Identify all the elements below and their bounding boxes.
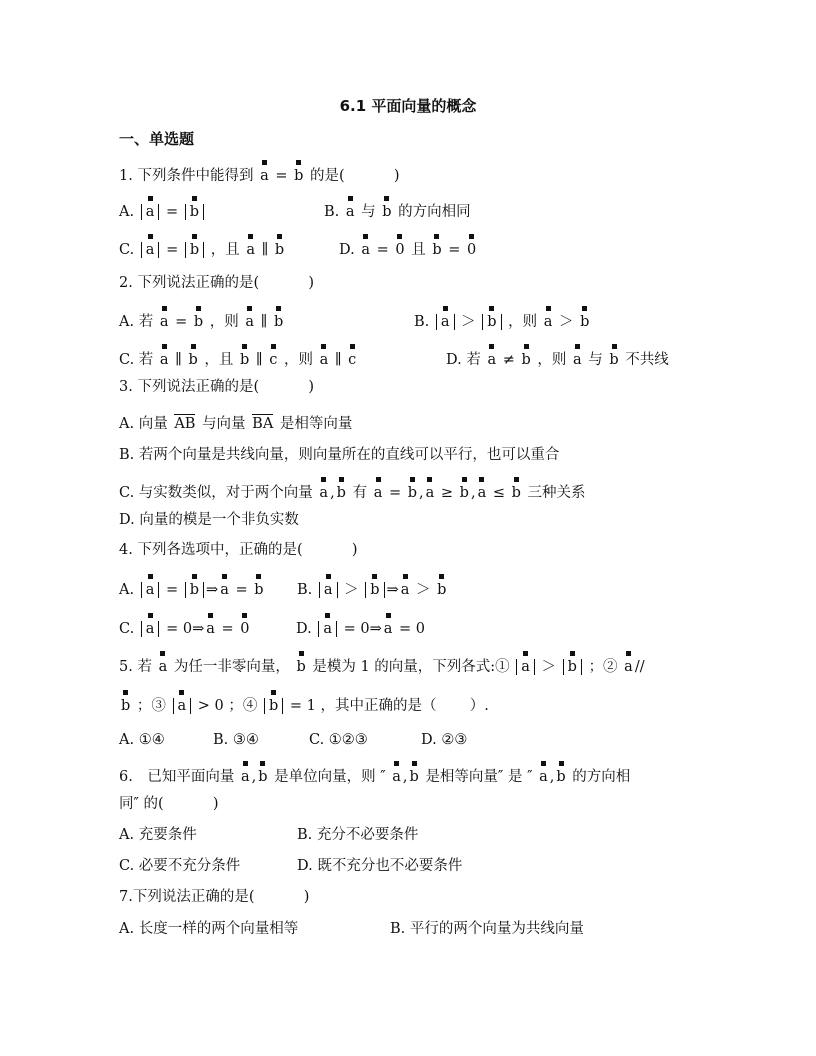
option-label-a: A. 若 (119, 314, 154, 330)
vector-b: b (121, 692, 130, 717)
conj-text: 与 (361, 204, 376, 220)
q6-stem: 是单位向量，则 ″ (274, 769, 386, 785)
close-paren: ) (351, 542, 358, 558)
implies-sign: ⇒ (386, 582, 399, 598)
vector-b: b (521, 346, 530, 371)
abs-vector-b: b (185, 204, 204, 220)
option-label-c: C. 若 (119, 352, 154, 368)
question-6-stem-line-1: 6. 已知平面向量 a , b 是单位向量，则 ″ a , b 是相等向量″ 是 ″ a , b 的方向相 (119, 763, 630, 785)
q6-stem: 是相等向量″ 是 ″ (425, 769, 533, 785)
zero-number: 0 (360, 621, 370, 637)
equals-sign: = (175, 314, 188, 330)
q5-stem: 是模为 1 的向量，下列各式:① (312, 659, 510, 675)
option-text: 三种关系 (527, 485, 586, 501)
vector-a: a (260, 162, 269, 187)
q5-stem: = 1 ，其中正确的是（ (289, 698, 437, 714)
option-a: A. 长度一样的两个向量相等 (119, 921, 299, 937)
close-paren: ) (308, 275, 314, 291)
abs-vector-a: a (141, 582, 160, 598)
vector-c: c (269, 346, 277, 371)
vector-a: a (160, 308, 169, 333)
greater-sign: ＞ (461, 314, 476, 330)
option-label-b: B. (324, 204, 340, 220)
equals-sign: = (343, 621, 356, 637)
question-4-row-2 (119, 615, 426, 637)
vector-b: b (432, 236, 441, 261)
vector-a: a (245, 308, 254, 333)
option-b (297, 576, 448, 601)
abs-vector-b: b (365, 582, 384, 598)
abs-vector-b: b (563, 659, 582, 675)
option-b: B. 充分不必要条件 (297, 827, 419, 843)
vector-a: a (478, 479, 487, 504)
vector-a: a (392, 763, 401, 788)
q1-stem-suffix: 的是( (310, 168, 345, 184)
equals-sign: = (235, 582, 248, 598)
question-1-row-2 (119, 236, 477, 258)
greater-sign: ＞ (415, 582, 431, 598)
vector-a: a (246, 236, 255, 261)
option-a: A. 充要条件 (119, 827, 197, 843)
greater-sign: ＞ (559, 314, 574, 330)
vector-b: b (609, 346, 618, 371)
question-5-options (119, 729, 468, 751)
option-text: D. 向量的模是一个非负实数 (119, 512, 299, 528)
vector-a: a (401, 576, 410, 601)
abs-vector-a: a (141, 621, 160, 637)
q5-stem: ；② (588, 659, 618, 675)
leq-sign: ≤ (492, 485, 505, 501)
q5-stem: > 0 ；④ (197, 698, 258, 714)
greater-sign: ＞ (541, 659, 557, 675)
vector-b: b (337, 479, 346, 504)
implies-sign: ⇒ (369, 621, 382, 637)
q2-stem: 2. 下列说法正确的是( (119, 275, 260, 291)
vector-a: a (544, 308, 553, 333)
abs-vector-a: a (516, 659, 535, 675)
option-a: A. ①④ (119, 732, 165, 748)
option-d: D. 既不充分也不必要条件 (297, 858, 463, 874)
question-2-row-1 (119, 308, 590, 330)
vector-b: b (410, 763, 419, 788)
option-text: 是相等向量 (279, 416, 353, 432)
geq-sign: ≥ (440, 485, 454, 501)
option-label-a: A. (119, 582, 135, 598)
option-label-d: D. 若 (446, 352, 481, 368)
question-1-stem (119, 162, 400, 184)
question-1-row-1 (119, 198, 471, 220)
vector-a: a (206, 615, 215, 640)
vector-ab: AB (174, 416, 196, 432)
option-d (446, 346, 669, 371)
vector-a: a (624, 653, 633, 678)
parallel-sign: ∥ (260, 314, 268, 330)
vector-b: b (194, 308, 203, 333)
conj-text: ，且 (210, 242, 240, 258)
option-b: B. 平行的两个向量为共线向量 (390, 921, 584, 937)
option-label-b: B. (414, 314, 430, 330)
abs-vector-b: b (264, 698, 283, 714)
question-3-stem (119, 376, 314, 398)
implies-sign: ⇒ (206, 582, 219, 598)
equals-sign: = (165, 204, 179, 220)
option-d (339, 236, 478, 261)
question-2-row-2 (119, 346, 669, 368)
q7-stem: 7.下列说法正确的是( (119, 889, 255, 905)
vector-b: b (460, 479, 469, 504)
vector-a: a (361, 236, 370, 261)
vector-b: b (275, 236, 284, 261)
question-7-stem (119, 886, 309, 908)
conj-text: ，且 (204, 352, 234, 368)
vector-a: a (320, 346, 329, 371)
option-d: D. ②③ (421, 732, 468, 748)
option-text: 与向量 (202, 416, 246, 432)
option-label-a: A. (119, 204, 135, 220)
abs-vector-a: a (141, 204, 160, 220)
equals-sign: = (399, 621, 412, 637)
vector-a: a (159, 653, 168, 678)
vector-c: c (348, 346, 356, 371)
vector-b: b (254, 576, 263, 601)
conj-text: 与 (588, 352, 603, 368)
vector-b: b (382, 198, 391, 223)
abs-vector-a: a (141, 242, 160, 258)
question-4-stem (119, 539, 358, 561)
vector-a: a (346, 198, 355, 223)
vector-b: b (188, 346, 197, 371)
question-5-stem-line-1: 5. 若 a 为任一非零向量， b 是模为 1 的向量，下列各式:① a ＞ b ；② a // (119, 653, 645, 675)
conj-text: ，则 (508, 314, 538, 330)
option-c: C. 必要不充分条件 (119, 858, 241, 874)
question-7-row-1 (119, 918, 584, 940)
conj-text: ，则 (283, 352, 313, 368)
option-text: A. 向量 (119, 416, 168, 432)
equals-sign: = (221, 621, 234, 637)
section-heading: 一、单选题 (119, 130, 195, 148)
abs-vector-b: b (185, 582, 204, 598)
zero-number: 0 (182, 621, 193, 637)
question-3-option-d (119, 509, 299, 531)
equals-sign: = (448, 242, 461, 258)
abs-vector-b: b (185, 242, 204, 258)
option-d (296, 615, 425, 640)
q6-stem: 同″ 的( (119, 796, 164, 812)
question-4-row-1 (119, 576, 447, 598)
question-6-row-1 (119, 824, 419, 846)
question-2-stem (119, 272, 314, 294)
vector-b: b (556, 763, 565, 788)
q1-stem-prefix: 1. 下列条件中能得到 (119, 168, 254, 184)
option-label-c: C. (119, 621, 135, 637)
vector-b: b (294, 162, 303, 187)
vector-a: a (384, 615, 393, 640)
parallel-sign: ∥ (334, 352, 342, 368)
conj-text: ，则 (209, 314, 239, 330)
vector-a: a (487, 346, 496, 371)
question-3-option-b (119, 444, 559, 466)
q6-stem: 的方向相 (572, 769, 631, 785)
equals-sign: = (388, 485, 402, 501)
vector-b: b (512, 479, 521, 504)
abs-vector-a: a (318, 621, 337, 637)
abs-vector-a: a (173, 698, 192, 714)
equals-sign: = (376, 242, 389, 258)
vector-b: b (408, 479, 417, 504)
parallel-sign: ∥ (255, 352, 263, 368)
abs-vector-a: a (319, 582, 338, 598)
option-label-b: B. (297, 582, 313, 598)
close-paren: ) (308, 379, 314, 395)
vector-a: a (539, 763, 548, 788)
vector-a: a (241, 763, 250, 788)
parallel-sign: ∥ (261, 242, 269, 258)
close-paren: ) (303, 889, 310, 905)
option-label-d: D. (339, 242, 355, 258)
equals-sign: = (166, 242, 179, 258)
equals-sign: = (275, 168, 288, 184)
option-text: 有 (352, 485, 368, 501)
q3-stem: 3. 下列说法正确的是( (119, 379, 260, 395)
vector-b: b (296, 653, 305, 678)
vector-a: a (374, 479, 383, 504)
vector-b: b (258, 763, 267, 788)
vector-b: b (580, 308, 589, 333)
vector-a: a (160, 346, 169, 371)
close-paren: ) (393, 168, 400, 184)
implies-sign: ⇒ (192, 621, 205, 637)
page-title: 6.1 平面向量的概念 (339, 97, 477, 115)
vector-a: a (319, 479, 328, 504)
zero-vector: 0 (240, 615, 249, 640)
q5-stem: ）. (469, 698, 489, 714)
not-equal-sign: ≠ (502, 352, 515, 368)
option-b (324, 198, 471, 223)
option-text: 不共线 (625, 352, 669, 368)
question-3-option-c: C. 与实数类似，对于两个向量 a , b 有 a = b , a ≥ b , a ≤ b 三种关系 (119, 479, 586, 501)
zero-number: 0 (415, 621, 426, 637)
q5-stem: 为任一非零向量， (173, 659, 290, 675)
question-6-row-2 (119, 855, 463, 877)
q5-stem: 5. 若 (119, 659, 152, 675)
option-c: C. ①②③ (309, 732, 368, 748)
vector-ba: BA (252, 416, 274, 432)
q5-stem: ；③ (136, 698, 166, 714)
vector-a: a (573, 346, 582, 371)
option-b (414, 308, 591, 333)
q4-stem: 4. 下列各选项中，正确的是( (119, 542, 303, 558)
question-3-option-a (119, 413, 352, 435)
vector-a: a (220, 576, 229, 601)
zero-vector: 0 (395, 236, 404, 261)
conj-text: 且 (411, 242, 426, 258)
conj-text: ，则 (537, 352, 567, 368)
vector-b: b (274, 308, 283, 333)
vector-b: b (437, 576, 446, 601)
parallel-sign: ∥ (175, 352, 182, 368)
question-6-stem-line-2 (119, 793, 219, 815)
equals-sign: = (166, 621, 179, 637)
equals-sign: = (165, 582, 179, 598)
close-paren: ) (212, 796, 219, 812)
abs-vector-a: a (436, 314, 455, 330)
vector-a: a (426, 479, 435, 504)
option-text: 的方向相同 (398, 204, 471, 220)
option-text: C. 与实数类似，对于两个向量 (119, 485, 313, 501)
option-b: B. ③④ (213, 732, 259, 748)
option-label-c: C. (119, 242, 135, 258)
vector-b: b (240, 346, 249, 371)
q6-stem: 6. 已知平面向量 (119, 769, 235, 785)
option-text: B. 若两个向量是共线向量，则向量所在的直线可以平行，也可以重合 (119, 447, 560, 463)
abs-vector-b: b (482, 314, 501, 330)
zero-vector: 0 (467, 236, 476, 261)
question-5-stem-line-2 (119, 692, 489, 714)
option-label-d: D. (296, 621, 312, 637)
greater-sign: ＞ (344, 582, 359, 598)
